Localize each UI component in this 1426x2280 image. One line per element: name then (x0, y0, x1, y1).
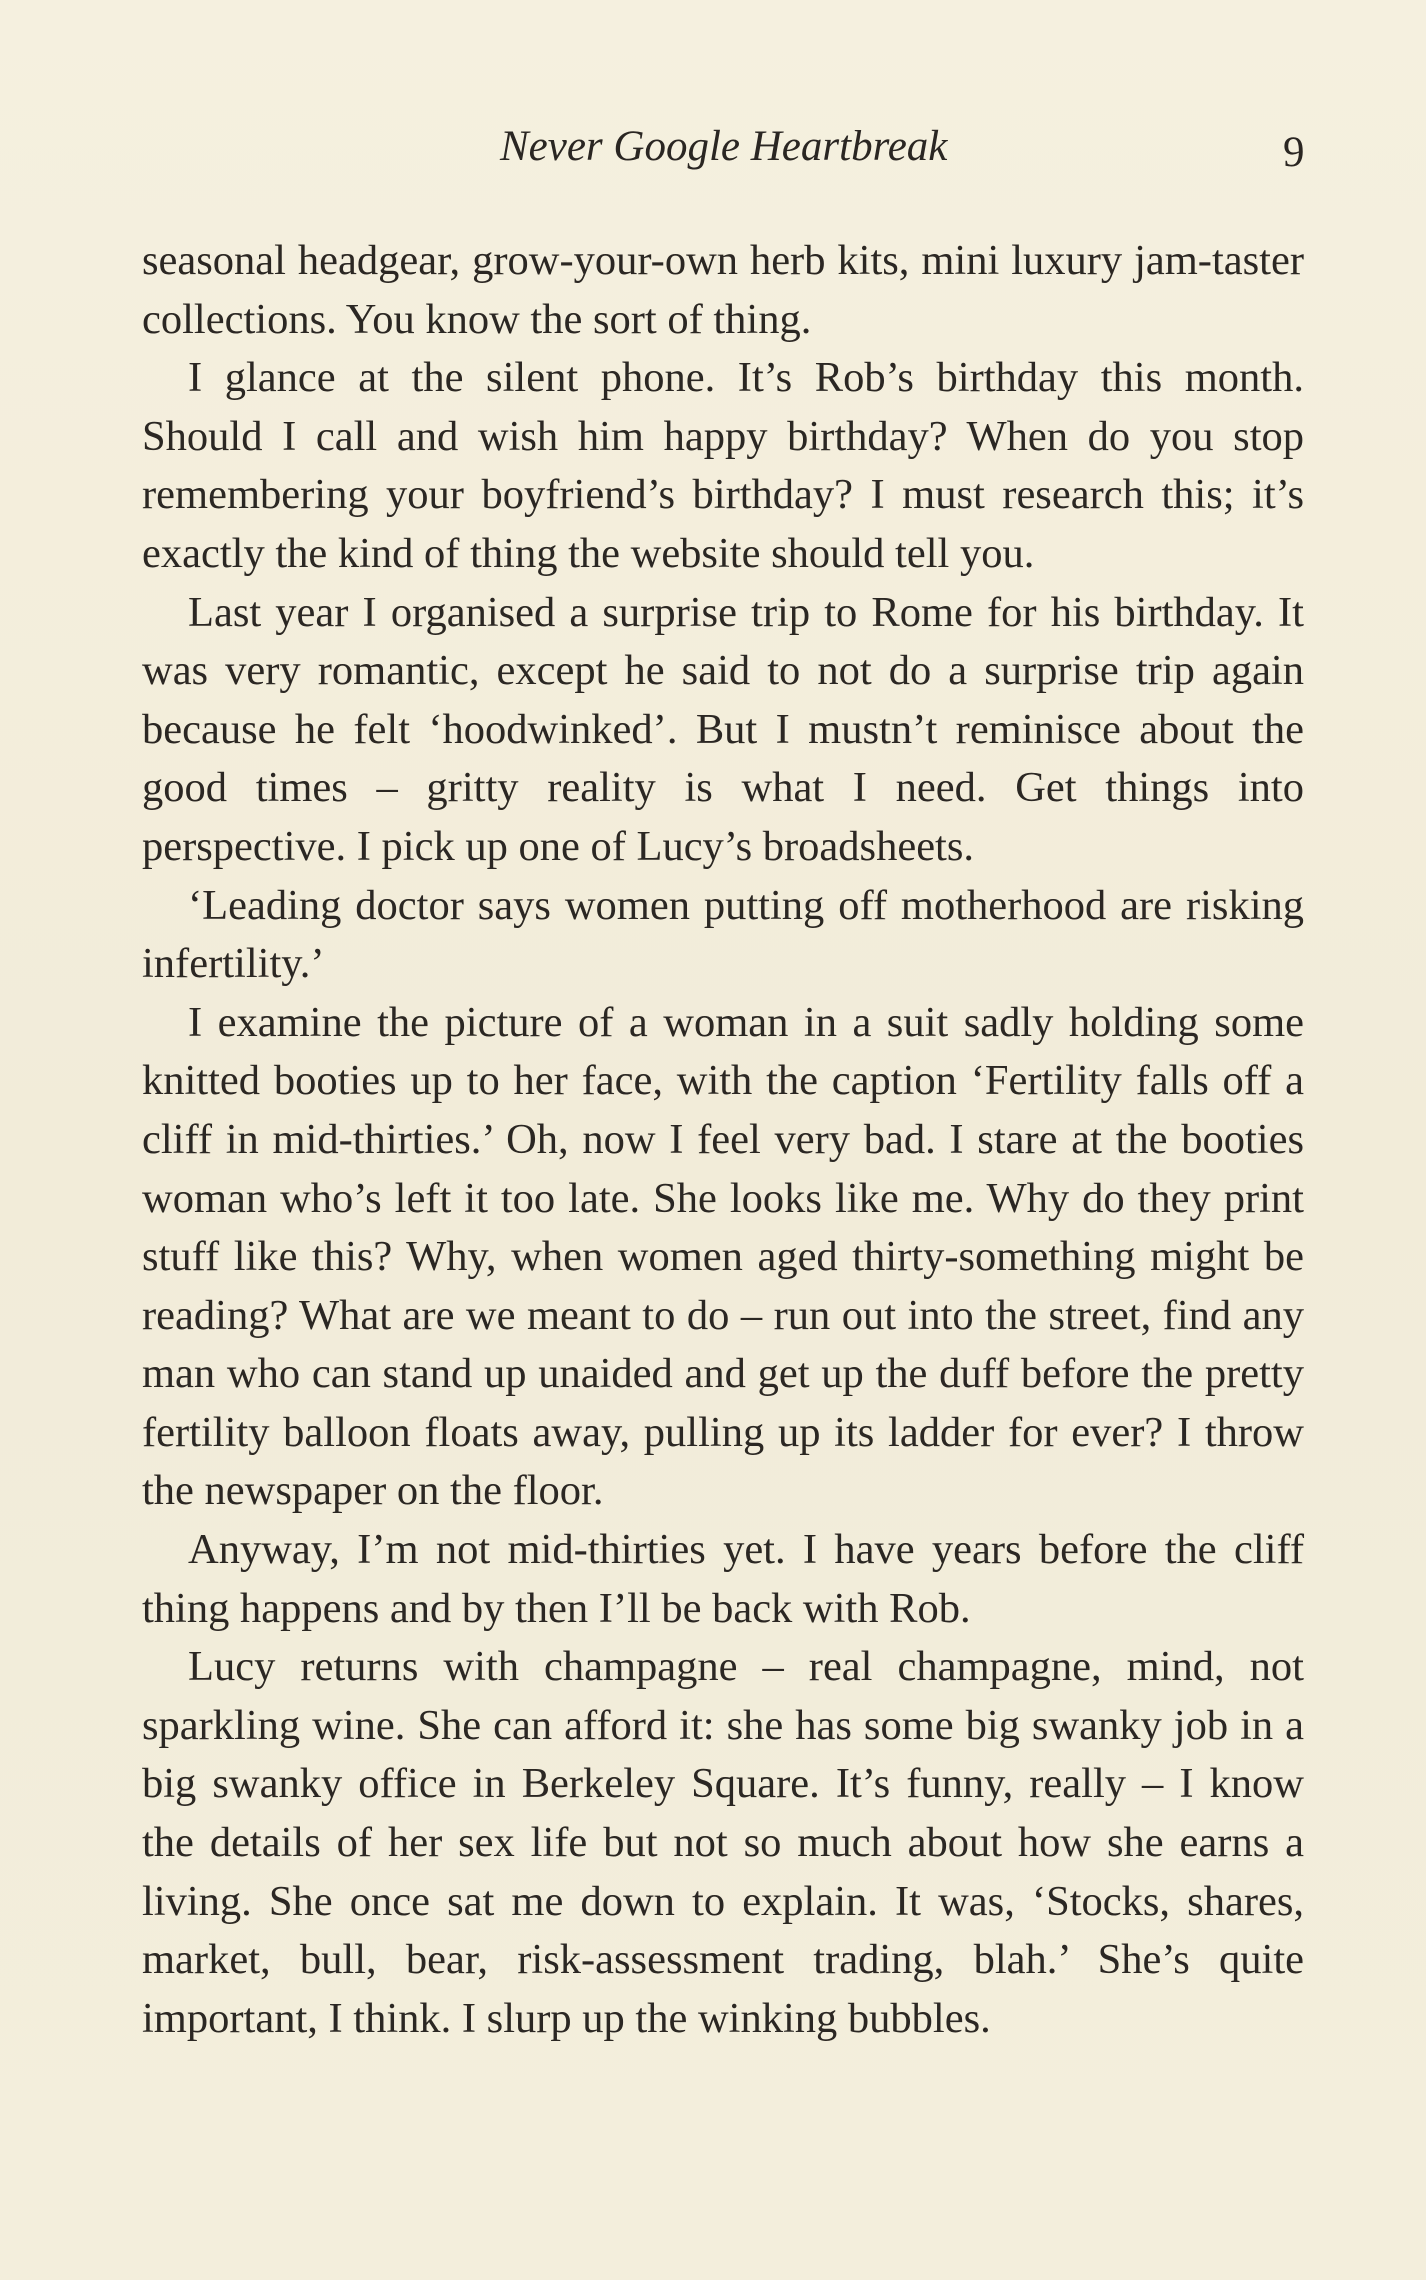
paragraph: seasonal headgear, grow-your-own herb kits, mini luxury jam-taster collections. You know the sort of thing. (142, 237, 1304, 343)
paragraph: Last year I organised a surprise trip to Rome for his birthday. It was very romantic, except he said to not do a surprise trip again because he felt ‘hoodwinked’. But I mustn’t reminisce about the good times – gritty reality is what I need. Get things into perspective. I pick up one of Lucy’s broadsheets. (142, 588, 1304, 870)
running-head (0, 122, 1426, 192)
page-number: 9 (1283, 129, 1305, 176)
paragraph: ‘Leading doctor says women putting off motherhood are risking infertility.’ (142, 881, 1304, 988)
running-title: Never Google Heartbreak (500, 123, 948, 170)
paragraph: Anyway, I’m not mid-thirties yet. I have years before the cliff thing happens and by then I’ll be back with Rob. (142, 1526, 1304, 1632)
paragraph: I glance at the silent phone. It’s Rob’s birthday this month. Should I call and wish him happy birthday? When do you stop remembering your boyfriend’s birthday? I must research this; it’s exactly the kind of thing the website should tell you. (142, 354, 1304, 577)
paragraph: Lucy returns with champagne – real champagne, mind, not sparkling wine. She can afford it: she has some big swanky job in a big swanky office in Berkeley Square. It’s funny, really – I know the details of her sex life but not so much about how she earns a living. She once sat me down to explain. It was, ‘Stocks, shares, market, bull, bear, risk-assessment trading, blah.’ She’s quite important, I think. I slurp up the winking bubbles. (142, 1643, 1304, 2042)
paragraph: I examine the picture of a woman in a suit sadly holding some knitted booties up to her face, with the caption ‘Fertility falls off a cliff in mid-thirties.’ Oh, now I feel very bad. I stare at the booties woman who’s left it too late. She looks like me. Why do they print stuff like this? Why, when women aged thirty-something might be reading? What are we meant to do – run out into the street, find any man who can stand up unaided and get up the duff before the pretty fertility balloon floats away, pulling up its ladder for ever? I throw the newspaper on the floor. (142, 998, 1304, 1515)
body-text (142, 232, 1304, 2048)
